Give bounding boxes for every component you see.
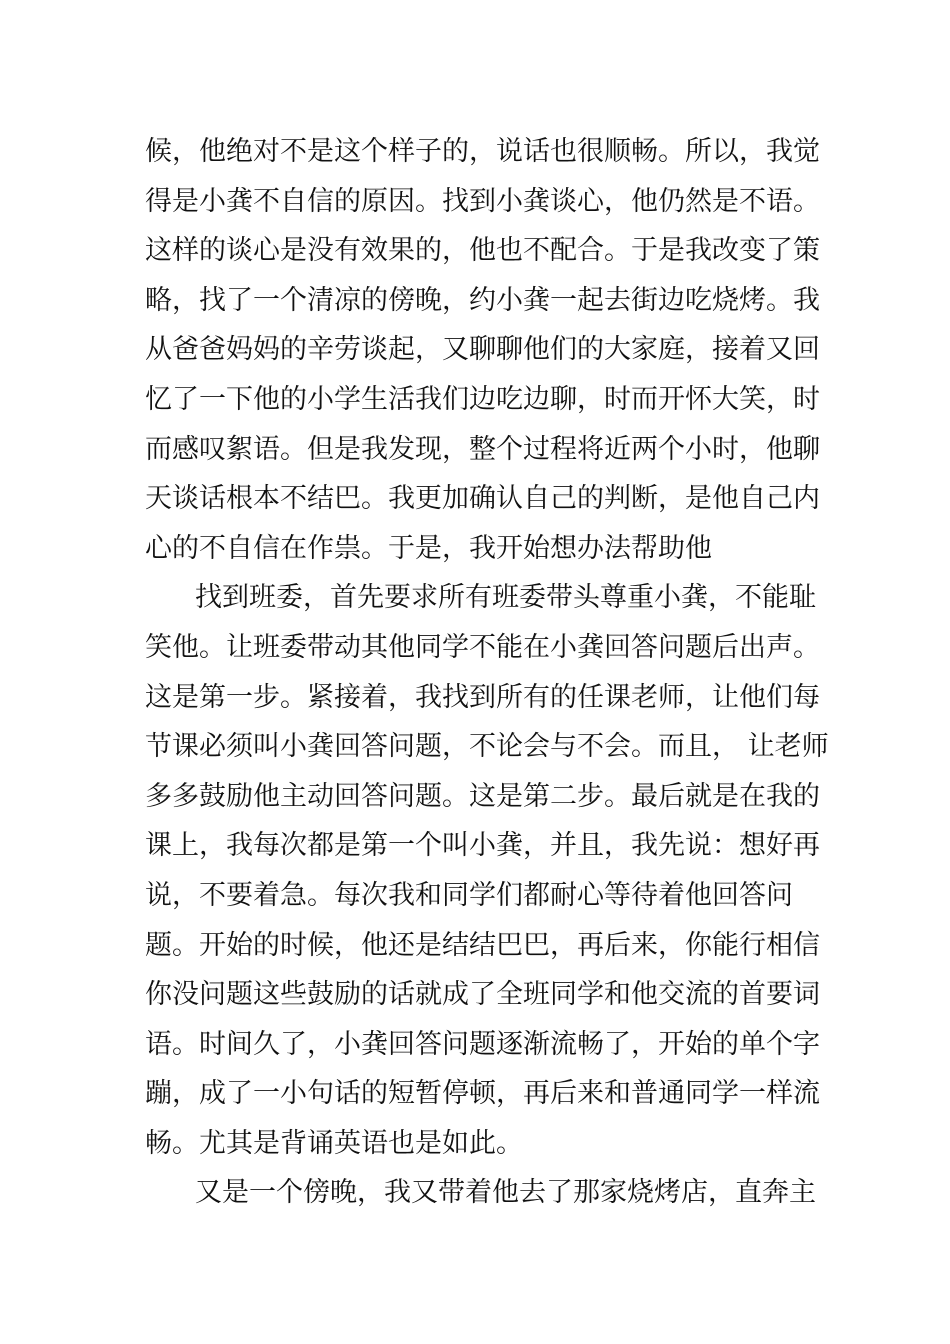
text-line: 这样的谈心是没有效果的，他也不配合。于是我改变了策 [145, 235, 820, 267]
text-line: 候，他绝对不是这个样子的，说话也很顺畅。所以，我觉 [145, 136, 820, 167]
paragraph-3 [145, 1168, 815, 1218]
text-line: 这是第一步。紧接着，我找到所有的任课老师，让他们每 [145, 681, 820, 713]
text-line: 课上，我每次都是第一个叫小龚，并且，我先说：想好再 [145, 830, 820, 862]
text-line: 节课必须叫小龚回答问题，不论会与不会。而且， 让老师 [145, 731, 829, 763]
text-line: 从爸爸妈妈的辛劳谈起，又聊聊他们的大家庭，接着又回 [145, 334, 820, 366]
text-line: 又是一个傍晚，我又带着他去了那家烧烤店，直奔主 [195, 1177, 816, 1209]
text-line: 畅。尤其是背诵英语也是如此。 [145, 1127, 523, 1159]
text-line: 而感叹絮语。但是我发现，整个过程将近两个小时，他聊 [145, 433, 820, 465]
text-line: 略，找了一个清凉的傍晚，约小龚一起去街边吃烧烤。我 [145, 284, 820, 316]
text-line: 多多鼓励他主动回答问题。这是第二步。最后就是在我的 [145, 780, 820, 812]
text-line: 语。时间久了，小龚回答问题逐渐流畅了，开始的单个字 [145, 1028, 820, 1060]
text-line: 找到班委，首先要求所有班委带头尊重小龚，不能耻 [195, 582, 816, 614]
text-line: 天谈话根本不结巴。我更加确认自己的判断，是他自己内 [145, 483, 820, 515]
document-body [145, 127, 829, 1218]
paragraph-2 [145, 573, 829, 1168]
text-line: 得是小龚不自信的原因。找到小龚谈心，他仍然是不语。 [145, 185, 820, 217]
text-line: 笑他。让班委带动其他同学不能在小龚回答问题后出声。 [145, 631, 820, 663]
paragraph-1 [145, 127, 820, 573]
text-line: 你没问题这些鼓励的话就成了全班同学和他交流的首要词 [145, 979, 820, 1011]
text-line: 忆了一下他的小学生活我们边吃边聊，时而开怀大笑，时 [145, 383, 820, 415]
text-line: 蹦，成了一小句话的短暂停顿，再后来和普通同学一样流 [145, 1078, 820, 1110]
text-line: 说，不要着急。每次我和同学们都耐心等待着他回答问 [145, 879, 793, 911]
text-line: 题。开始的时候，他还是结结巴巴，再后来，你能行相信 [145, 929, 820, 961]
text-line: 心的不自信在作祟。于是，我开始想办法帮助他 [145, 532, 712, 564]
